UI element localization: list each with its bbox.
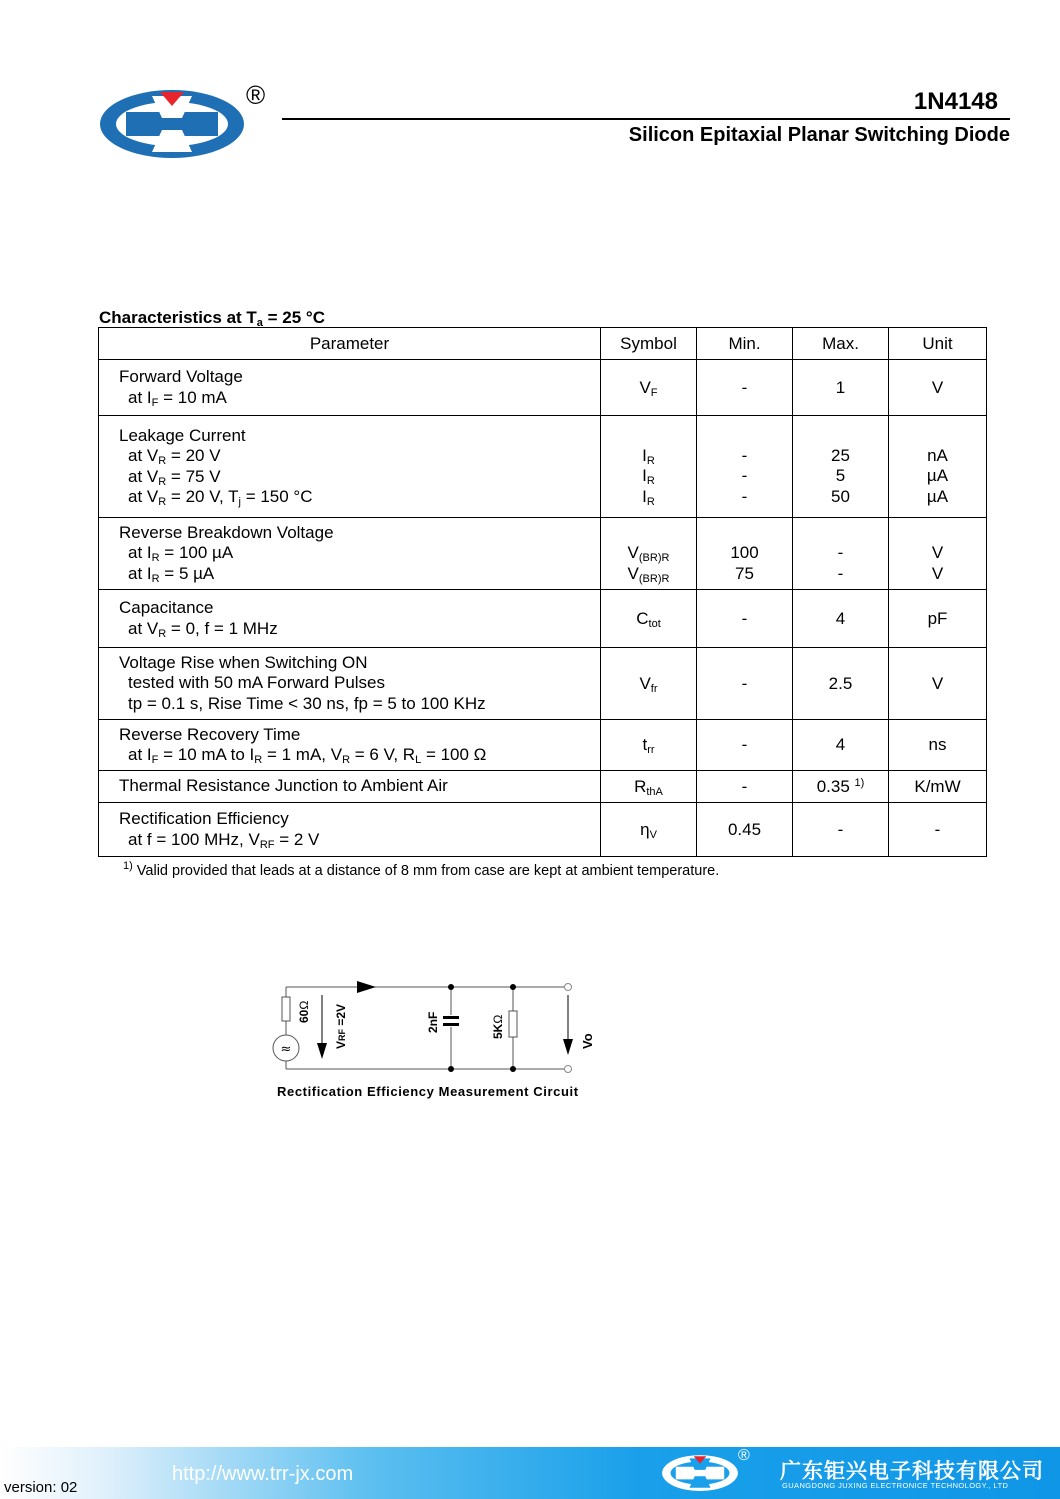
parameter-cell: Capacitance at $V_R = 0$, f = 1 MHz <box>99 590 601 648</box>
capacitor-label: 2nF <box>426 1011 440 1033</box>
header-rule <box>282 118 1010 120</box>
table-row-thermal-resistance <box>99 771 987 803</box>
min-cell: - - - <box>697 416 793 518</box>
version-label: version: 02 <box>4 1479 78 1496</box>
unit-cell: ns <box>889 720 987 771</box>
part-number: 1N4148 <box>913 88 998 115</box>
rf-source-label: ≈ <box>280 1042 292 1057</box>
parameter-cell: Reverse Breakdown Voltage at $I_R = 100$ µA at $I_R = 5$ µA <box>99 518 601 590</box>
parameter-cell: Voltage Rise when Switching ON tested with 50 mA Forward Pulses tp = 0.1 s, Rise Time < 30 ns, fp = 5 to 100 KHz <box>99 648 601 720</box>
parameter-cell: Thermal Resistance Junction to Ambient Air <box>99 771 601 803</box>
symbol-cell: $R_{thA}$ <box>601 771 697 803</box>
unit-cell: V V <box>889 518 987 590</box>
unit-cell: K/mW <box>889 771 987 803</box>
resistor-5k-label: 5KΩ <box>491 1014 505 1039</box>
min-cell: - <box>697 648 793 720</box>
min-cell: - <box>697 771 793 803</box>
column-header: Unit <box>889 328 987 360</box>
min-cell: 0.45 <box>697 803 793 857</box>
max-cell: 4 <box>793 720 889 771</box>
column-header: Min. <box>697 328 793 360</box>
max-cell: 25 5 50 <box>793 416 889 518</box>
capacitor-symbol <box>443 1016 459 1019</box>
table-row-recovery-time <box>99 720 987 771</box>
circuit-caption: Rectification Efficiency Measurement Circuit <box>277 1084 579 1099</box>
min-cell: - <box>697 360 793 416</box>
min-cell: 100 75 <box>697 518 793 590</box>
symbol-cell: $V_{(BR)R}$ $V_{(BR)R}$ <box>601 518 697 590</box>
min-cell: - <box>697 590 793 648</box>
website-link[interactable]: http://www.trr-jx.com <box>172 1463 354 1485</box>
table-row-rectification <box>99 803 987 857</box>
unit-cell: V <box>889 360 987 416</box>
characteristics-table <box>98 327 987 857</box>
symbol-cell: $C_{tot}$ <box>601 590 697 648</box>
table-row-breakdown-voltage <box>99 518 987 590</box>
document-subtitle: Silicon Epitaxial Planar Switching Diode <box>628 124 1010 146</box>
registered-mark: ® <box>246 80 266 110</box>
characteristics-title: Characteristics at $T_a = 25$ °C <box>99 308 326 329</box>
symbol-cell: $V_{fr}$ <box>601 648 697 720</box>
footnote: $^{1)}$ Valid provided that leads at a distance of 8 mm from case are kept at ambient temperature. <box>123 860 720 879</box>
max-cell: - - <box>793 518 889 590</box>
company-name-en: GUANGDONG JUXING ELECTRONICE TECHNOLOGY., LTD <box>782 1481 1009 1490</box>
max-cell: 4 <box>793 590 889 648</box>
min-cell: - <box>697 720 793 771</box>
vo-arrow-symbol <box>563 1039 573 1055</box>
unit-cell: V <box>889 648 987 720</box>
table-row-capacitance <box>99 590 987 648</box>
output-label: Vo <box>580 1033 595 1049</box>
company-name-cn: 广东钜兴电子科技有限公司 <box>780 1460 1044 1483</box>
max-cell: - <box>793 803 889 857</box>
unit-cell: nA µA µA <box>889 416 987 518</box>
company-logo <box>96 84 248 160</box>
parameter-cell: Forward Voltage at $I_F = 10$ mA <box>99 360 601 416</box>
table-row-voltage-rise <box>99 648 987 720</box>
diode-symbol <box>357 981 376 993</box>
measurement-circuit <box>266 975 606 1080</box>
footer-logo <box>660 1450 740 1494</box>
max-cell: 1 <box>793 360 889 416</box>
footer-registered-mark: ® <box>738 1447 750 1464</box>
unit-cell: - <box>889 803 987 857</box>
parameter-cell: Reverse Recovery Time at $I_F = 10$ mA to $I_R = 1$ mA, $V_R = 6$ V, $R_L = 100$ Ω <box>99 720 601 771</box>
unit-cell: pF <box>889 590 987 648</box>
resistor-60-label: 60Ω <box>297 1000 311 1023</box>
symbol-cell: $I_R$ $I_R$ $I_R$ <box>601 416 697 518</box>
vrf-label: VRF =2V <box>334 1003 348 1049</box>
table-header-row <box>99 328 987 360</box>
resistor-5k-symbol <box>509 1011 517 1037</box>
table-row-forward-voltage <box>99 360 987 416</box>
table-row-leakage-current <box>99 416 987 518</box>
symbol-cell: $V_F$ <box>601 360 697 416</box>
max-cell: 0.35 $^{1)}$ <box>793 771 889 803</box>
max-cell: 2.5 <box>793 648 889 720</box>
vrf-arrow-symbol <box>317 1043 327 1059</box>
resistor-60-symbol <box>282 997 290 1021</box>
column-header: Max. <box>793 328 889 360</box>
column-header: Parameter <box>99 328 601 360</box>
parameter-cell: Rectification Efficiency at f = 100 MHz, $V_{RF} = 2$ V <box>99 803 601 857</box>
parameter-cell: Leakage Current at $V_R = 20$ V at $V_R = 75$ V at $V_R = 20$ V, $T_j = 150$ °C <box>99 416 601 518</box>
column-header: Symbol <box>601 328 697 360</box>
symbol-cell: $\eta_V$ <box>601 803 697 857</box>
symbol-cell: $t_{rr}$ <box>601 720 697 771</box>
